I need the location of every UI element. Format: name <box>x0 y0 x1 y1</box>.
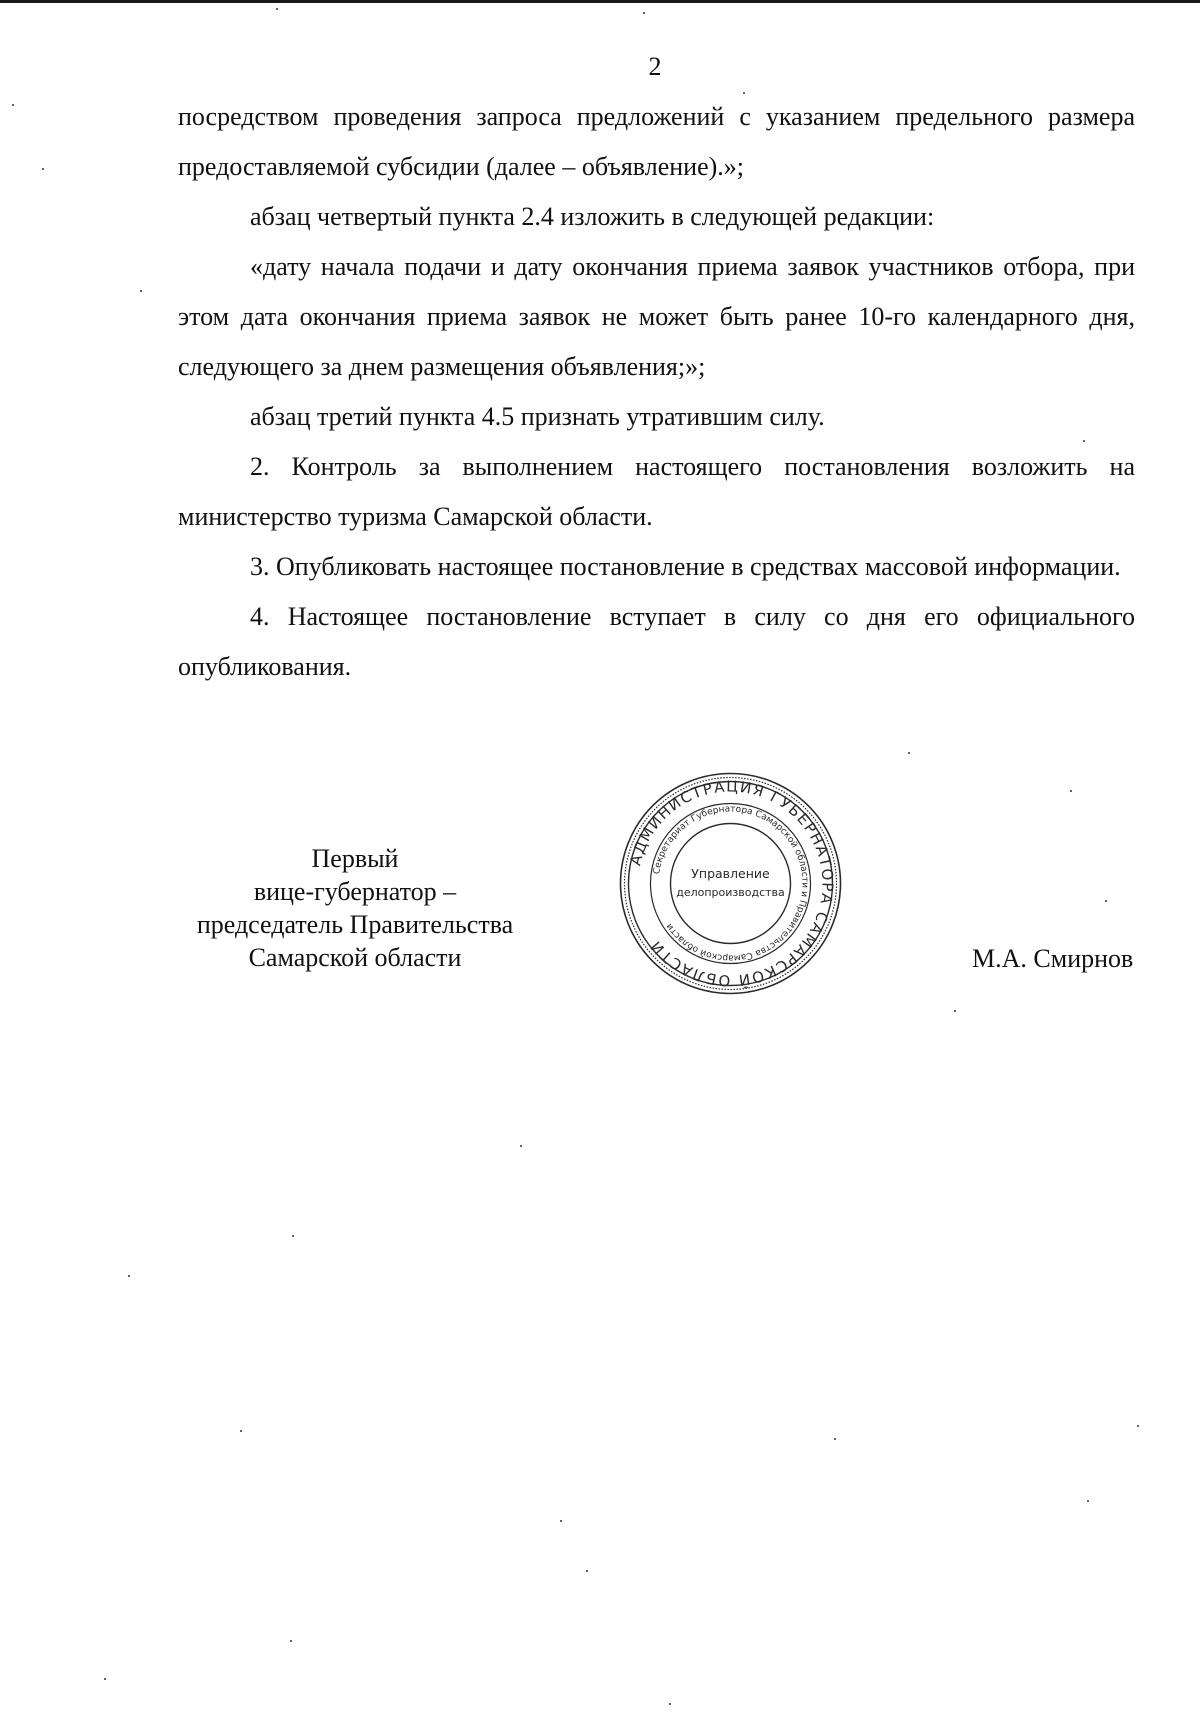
scan-speck <box>669 1703 671 1705</box>
signer-title-line: председатель Правительства <box>196 910 514 939</box>
scan-speck <box>1070 790 1072 792</box>
page-top-border <box>0 0 1200 3</box>
scan-speck <box>954 1010 956 1012</box>
scan-speck <box>276 8 278 10</box>
scan-speck <box>292 1235 294 1237</box>
paragraph-4: абзац третий пункта 4.5 признать утратившим силу. <box>250 402 825 431</box>
stamp-inner-textpath: Секретариат Губернатора Самарской области и Правительства Самарской области <box>652 804 810 963</box>
scan-speck <box>140 290 142 292</box>
scan-speck <box>520 1145 522 1147</box>
stamp-inner-text <box>652 804 809 962</box>
body-text <box>178 92 1135 692</box>
scan-speck <box>908 752 910 754</box>
paragraph-3: «дату начала подачи и дату окончания приема заявок участников отбора, при этом дата окончания приема заявок не может быть ранее 10-го календарного дня, следующего за днем размещения объявления;»; <box>178 252 1135 381</box>
signer-title <box>155 842 555 974</box>
scan-speck <box>1105 900 1107 902</box>
official-stamp <box>617 770 844 997</box>
scan-speck <box>586 1570 588 1572</box>
paragraph-5: 2. Контроль за выполнением настоящего постановления возложить на министерство туризма Самарской области. <box>178 452 1135 531</box>
signer-name: М.А. Смирнов <box>972 944 1134 973</box>
stamp-center-line-1: Управление <box>691 866 770 881</box>
scan-speck <box>834 1438 836 1440</box>
scan-speck <box>1083 440 1085 442</box>
scan-speck <box>290 1640 292 1642</box>
scan-speck <box>128 1275 130 1277</box>
scan-speck <box>1087 1500 1089 1502</box>
stamp-outer-textpath: АДМИНИСТРАЦИЯ ГУБЕРНАТОРА САМАРСКОЙ ОБЛАСТИ <box>626 777 837 990</box>
stamp-center-line-2: делопроизводства <box>676 886 785 899</box>
scan-speck <box>240 1430 242 1432</box>
scan-speck <box>743 92 745 94</box>
signer-title-line: Первый <box>311 844 399 873</box>
scan-speck <box>643 12 645 14</box>
paragraph-7: 4. Настоящее постановление вступает в силу со дня его официального опубликования. <box>178 602 1135 681</box>
signer-title-line: вице-губернатор – <box>253 877 457 906</box>
scan-speck <box>104 1678 106 1680</box>
paragraph-1: посредством проведения запроса предложений с указанием предельного размера предоставляемой субсидии (далее – объявление).»; <box>178 102 1135 181</box>
page-number: 2 <box>648 52 662 81</box>
scan-speck <box>12 104 14 106</box>
paragraph-2: абзац четвертый пункта 2.4 изложить в следующей редакции: <box>250 202 935 231</box>
paragraph-6: 3. Опубликовать настоящее постановление в средствах массовой информации. <box>250 552 1121 581</box>
scan-speck <box>42 168 44 170</box>
scan-speck <box>1137 1425 1139 1427</box>
scan-speck <box>560 1520 562 1522</box>
signer-title-line: Самарской области <box>248 943 462 972</box>
